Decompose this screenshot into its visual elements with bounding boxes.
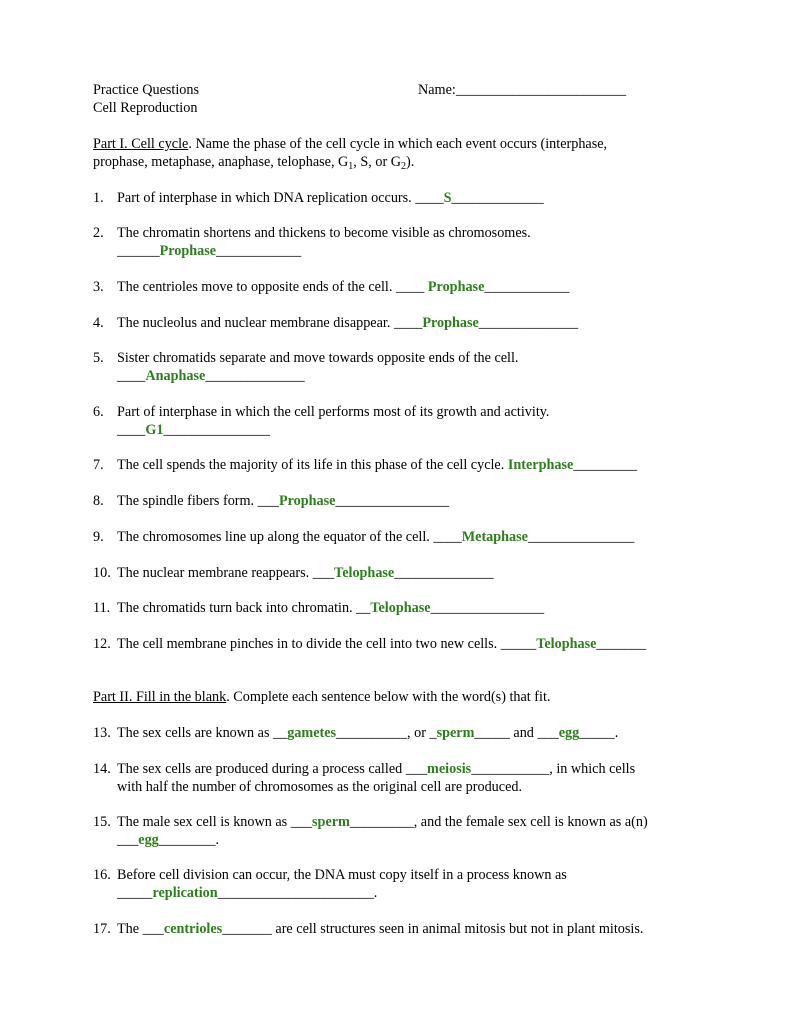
question-number: 4.: [93, 315, 104, 331]
answer: Anaphase: [145, 368, 206, 384]
answer: centrioles: [163, 921, 223, 937]
question-5: Sister chromatids separate and move towards opposite ends of the cell.: [117, 350, 519, 366]
question-text: The male sex cell is known as ___: [117, 814, 313, 830]
question-number: 13.: [93, 725, 111, 741]
question-6: Part of interphase in which the cell performs most of its growth and activity.: [117, 404, 550, 420]
question-text: The nucleolus and nuclear membrane disappear. ____: [117, 315, 423, 331]
question-text: The centrioles move to opposite ends of the cell. ____: [117, 279, 428, 295]
answer: Prophase: [427, 279, 485, 295]
answer-blank: _____: [117, 885, 153, 901]
answer: Telophase: [370, 600, 431, 616]
worksheet-subtitle: Cell Reproduction: [93, 100, 198, 116]
question-number: 9.: [93, 529, 104, 545]
question-number: 15.: [93, 814, 111, 830]
question-7: [117, 456, 637, 474]
question-text: The spindle fibers form. ___: [117, 493, 279, 509]
question-number: 2.: [93, 225, 104, 241]
part2-heading: Part II. Fill in the blank: [93, 689, 227, 705]
answer: replication: [152, 885, 218, 901]
part1-instructions: [93, 135, 607, 153]
answer: egg: [138, 832, 159, 848]
answer-blank: ______________: [394, 565, 494, 581]
question-text: ___________, in which cells: [471, 761, 636, 777]
part1-text: , S, or G: [353, 154, 401, 170]
part2-instructions-text: . Complete each sentence below with the word(s) that fit.: [226, 689, 551, 705]
answer-blank: ________________: [335, 493, 449, 509]
answer: gametes: [287, 725, 337, 741]
answer: sperm: [312, 814, 350, 830]
question-text: ______________________.: [217, 885, 378, 901]
answer-blank: ____________: [216, 243, 302, 259]
question-number: 11.: [93, 600, 111, 616]
question-text: The cell membrane pinches in to divide the cell into two new cells. _____: [117, 636, 537, 652]
question-10: [117, 564, 494, 582]
answer-blank: ____: [117, 368, 146, 384]
question-text: _________, and the female sex cell is known as a(n): [349, 814, 648, 830]
question-12: [117, 635, 646, 653]
answer-blank: ____________: [484, 279, 570, 295]
answer: Prophase: [159, 243, 217, 259]
answer-blank: ____: [117, 422, 146, 438]
answer-blank: ______________: [478, 315, 579, 331]
question-number: 10.: [93, 565, 111, 581]
answer: Telophase: [334, 565, 395, 581]
answer: meiosis: [427, 761, 472, 777]
question-2-answer-line: [117, 242, 301, 260]
question-number: 7.: [93, 457, 104, 473]
question-number: 5.: [93, 350, 104, 366]
answer: Interphase: [507, 457, 574, 473]
question-text: The cell spends the majority of its life in this phase of the cell cycle.: [117, 457, 508, 473]
answer-blank: _________: [573, 457, 638, 473]
answer: sperm: [436, 725, 475, 741]
answer: Prophase: [422, 315, 479, 331]
question-text: ________.: [158, 832, 220, 848]
answer-blank: ______: [117, 243, 160, 259]
question-number: 17.: [93, 921, 111, 937]
question-number: 14.: [93, 761, 111, 777]
answer-blank: ______________: [205, 368, 305, 384]
question-1: [117, 189, 544, 207]
subscript-1: 1: [348, 161, 354, 172]
answer-blank: _______: [596, 636, 647, 652]
question-text: _____.: [579, 725, 619, 741]
worksheet-title: Practice Questions: [93, 82, 199, 98]
question-15: [117, 813, 648, 831]
question-14-line2: with half the number of chromosomes as the original cell are produced.: [117, 779, 523, 795]
name-label: Name:: [418, 82, 456, 98]
part1-instructions-line2: [93, 153, 414, 171]
answer-blank: _______________: [163, 422, 270, 438]
question-3: [117, 278, 570, 296]
answer-blank: _____________: [451, 190, 544, 206]
question-number: 12.: [93, 636, 111, 652]
question-text: The sex cells are known as __: [117, 725, 288, 741]
question-9: [117, 528, 634, 546]
question-15-line2: [117, 831, 219, 849]
question-number: 3.: [93, 279, 104, 295]
question-6-answer-line: [117, 421, 270, 439]
question-4: [117, 314, 578, 332]
question-text: __________, or _: [336, 725, 437, 741]
answer: S: [443, 190, 452, 206]
question-2: The chromatin shortens and thickens to become visible as chromosomes.: [117, 225, 531, 241]
answer: Metaphase: [461, 529, 528, 545]
question-8: [117, 492, 449, 510]
answer: egg: [558, 725, 580, 741]
question-text: The ___: [117, 921, 164, 937]
part2-instructions: [93, 688, 550, 706]
name-field: [418, 81, 626, 99]
question-number: 16.: [93, 867, 111, 883]
question-text: Part of interphase in which DNA replication occurs. ____: [117, 190, 444, 206]
question-text: The chromosomes line up along the equator of the cell. ____: [117, 529, 462, 545]
question-11: [117, 599, 544, 617]
question-16: Before cell division can occur, the DNA must copy itself in a process known as: [117, 867, 567, 883]
part1-text: prophase, metaphase, anaphase, telophase, G: [93, 154, 349, 170]
question-5-answer-line: [117, 367, 305, 385]
name-blank: ________________________: [455, 82, 627, 98]
question-17: [117, 920, 643, 938]
question-text: The chromatids turn back into chromatin. __: [117, 600, 371, 616]
part1-instructions-a: . Name the phase of the cell cycle in which each event occurs (interphase,: [188, 136, 608, 152]
answer: Prophase: [278, 493, 336, 509]
question-16-line2: [117, 884, 377, 902]
question-text: The sex cells are produced during a process called ___: [117, 761, 428, 777]
answer-blank: ___: [117, 832, 139, 848]
answer-blank: _______________: [527, 529, 635, 545]
question-number: 6.: [93, 404, 104, 420]
part1-heading: Part I. Cell cycle: [93, 136, 189, 152]
question-14: [117, 760, 635, 778]
answer: G1: [145, 422, 164, 438]
part1-text: ).: [405, 154, 415, 170]
question-number: 1.: [93, 190, 104, 206]
question-number: 8.: [93, 493, 104, 509]
subscript-2: 2: [400, 161, 406, 172]
answer-blank: ________________: [430, 600, 545, 616]
question-13: [117, 724, 618, 742]
answer: Telophase: [536, 636, 597, 652]
question-text: _____ and ___: [474, 725, 559, 741]
question-text: _______ are cell structures seen in animal mitosis but not in plant mitosis.: [222, 921, 644, 937]
question-text: The nuclear membrane reappears. ___: [117, 565, 335, 581]
